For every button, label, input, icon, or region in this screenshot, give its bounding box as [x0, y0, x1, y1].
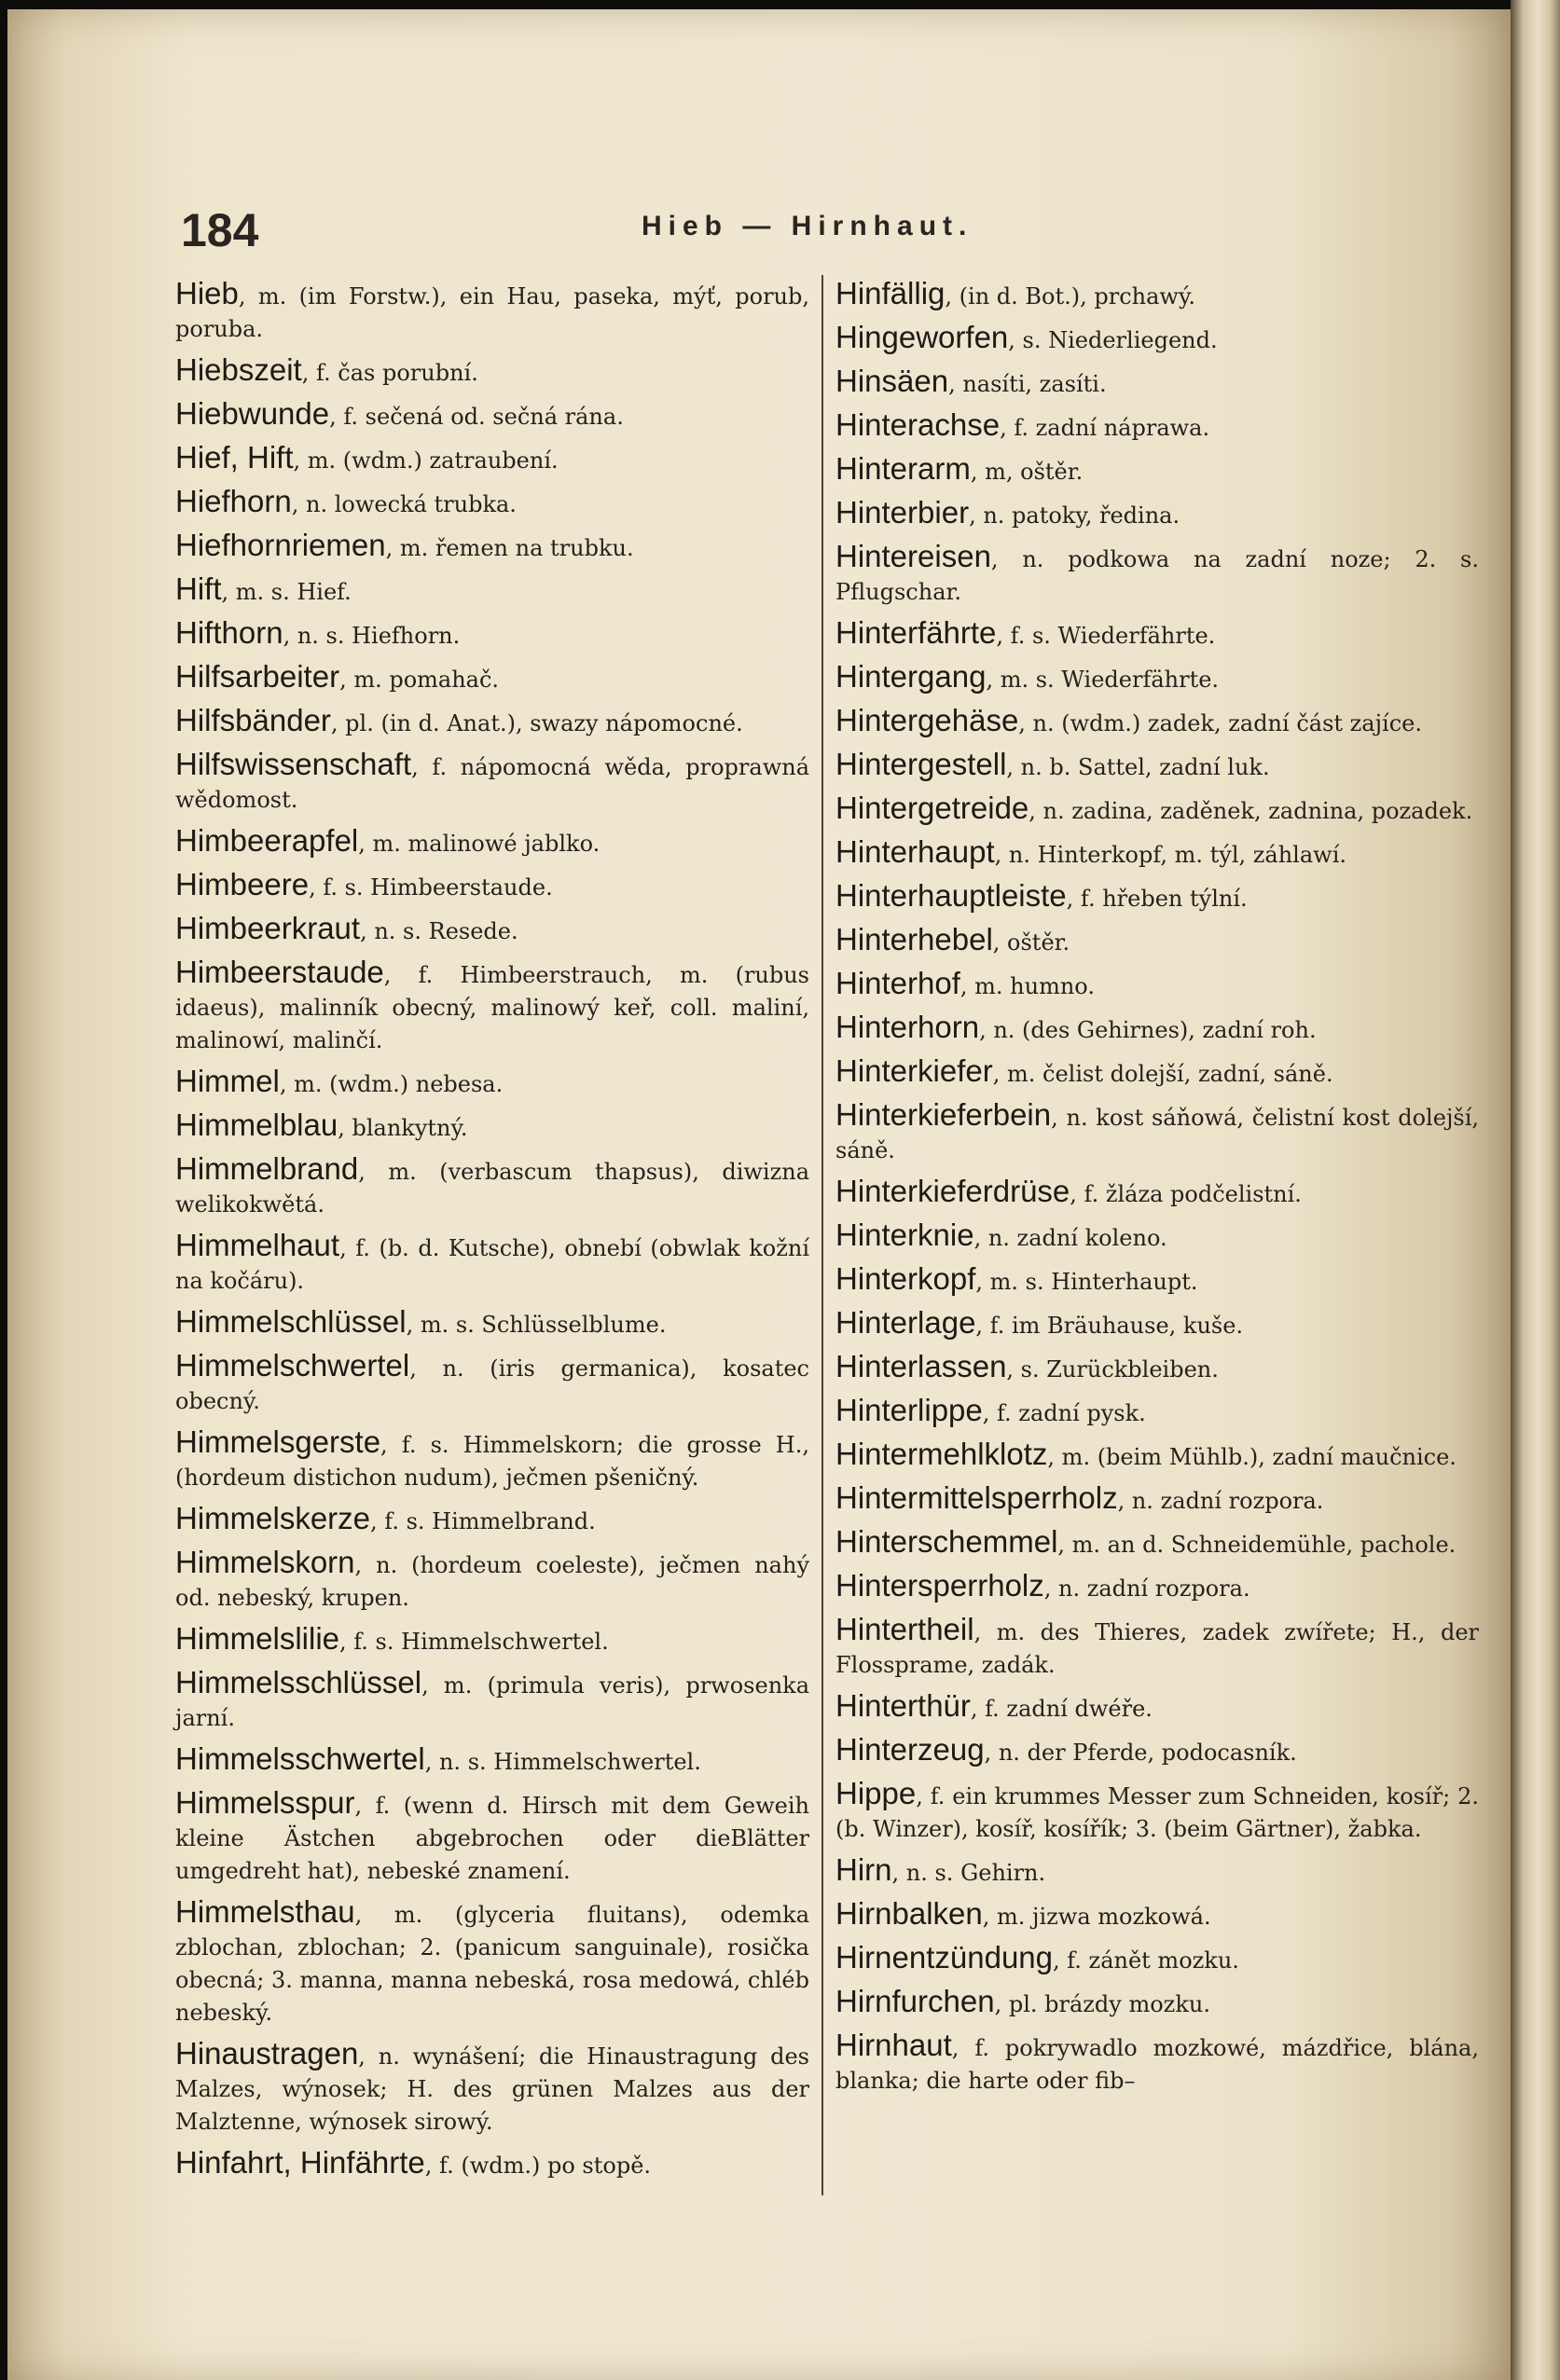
- entry-headword: Hinsäen: [835, 364, 949, 398]
- entry-definition: , m. pomahač.: [339, 667, 500, 693]
- dictionary-entry: [175, 1547, 809, 1616]
- dictionary-entry: [175, 869, 809, 905]
- entry-definition: , m. (glyceria fluitans), odemka zblochan, zblochan; 2. (panicum sanguinale), rosička obecná; 3. manna, manna nebeská, rosa medowá, chléb nebeský.: [175, 1902, 809, 2026]
- dictionary-entry: [835, 1351, 1479, 1387]
- entry-headword: Hinterbier: [835, 495, 970, 530]
- entry-headword: Hirnhaut: [835, 2028, 952, 2062]
- entry-headword: Hintereisen: [835, 539, 991, 573]
- entry-definition: , m. jizwa mozkowá.: [982, 1904, 1211, 1930]
- dictionary-entry: [175, 1306, 809, 1342]
- dictionary-entry: [835, 278, 1479, 314]
- entry-definition: , m, oštěr.: [970, 459, 1084, 485]
- dictionary-entry: [175, 1743, 809, 1780]
- dictionary-entry: [835, 661, 1479, 697]
- entry-definition: , blankytný.: [338, 1115, 468, 1141]
- entry-definition: , f. sečená od. sečná rána.: [329, 404, 624, 430]
- dictionary-entry: [175, 442, 809, 478]
- dictionary-entry: [175, 2147, 809, 2183]
- entry-headword: Hirnentzündung: [835, 1940, 1053, 1974]
- entry-headword: Hiebszeit: [175, 352, 302, 387]
- entry-definition: , f. zánět mozku.: [1053, 1947, 1239, 1974]
- dictionary-entry: [175, 825, 809, 861]
- dictionary-entry: [835, 541, 1479, 610]
- dictionary-entry: [175, 705, 809, 741]
- entry-definition: , s. Niederliegend.: [1008, 327, 1218, 353]
- dictionary-entry: [175, 1667, 809, 1736]
- entry-headword: Hinterhof: [835, 966, 960, 1000]
- entry-headword: Hilfsbänder: [175, 703, 331, 737]
- entry-definition: , n. s. Resede.: [360, 918, 518, 944]
- entry-definition: , f. s. Himmelskorn; die grosse H., (hordeum distichon nudum), ječmen pšeničný.: [175, 1432, 809, 1491]
- entry-headword: Himmelsschwertel: [175, 1741, 425, 1776]
- page-number: 184: [181, 204, 259, 256]
- entry-definition: , m. (primula veris), prwosenka jarní.: [175, 1672, 809, 1731]
- right-column: [835, 278, 1479, 2106]
- entry-headword: Hinterfährte: [835, 615, 997, 650]
- dictionary-entry: [835, 1898, 1479, 1934]
- entry-headword: Hinterthür: [835, 1688, 971, 1723]
- dictionary-entry: [175, 749, 809, 818]
- entry-definition: , n. (hordeum coeleste), ječmen nahý od. nebeský, krupen.: [175, 1552, 809, 1611]
- entry-definition: , f. s. Himmelbrand.: [370, 1508, 596, 1534]
- entry-headword: Hintergestell: [835, 747, 1007, 781]
- entry-definition: , m. (verbascum thapsus), diwizna welikokwětá.: [175, 1159, 809, 1218]
- dictionary-entry: [175, 913, 809, 949]
- entry-headword: Himmelsspur: [175, 1785, 355, 1820]
- dictionary-entry: [835, 409, 1479, 446]
- entry-definition: , f. zadní náprawa.: [1000, 415, 1210, 441]
- entry-headword: Hieb: [175, 276, 239, 310]
- dictionary-entry: [175, 1230, 809, 1299]
- entry-definition: , (in d. Bot.), prchawý.: [945, 283, 1195, 310]
- entry-headword: Hinterhebel: [835, 922, 993, 956]
- entry-definition: , f. im Bräuhause, kuše.: [975, 1313, 1244, 1339]
- entry-definition: , n. (wdm.) zadek, zadní část zajíce.: [1018, 710, 1422, 736]
- entry-definition: , f. pokrywadlo mozkowé, mázdřice, blána, blanka; die harte oder fib–: [835, 2035, 1479, 2094]
- entry-headword: Himbeerapfel: [175, 823, 359, 858]
- entry-definition: , m. čelist dolejší, zadní, sáně.: [992, 1061, 1333, 1087]
- dictionary-entry: [175, 278, 809, 347]
- entry-definition: , m. (wdm.) nebesa.: [279, 1071, 504, 1097]
- entry-definition: , pl. (in d. Anat.), swazy nápomocné.: [330, 710, 743, 736]
- entry-headword: Hintermittelsperrholz: [835, 1480, 1118, 1515]
- entry-definition: , m. (im Forstw.), ein Hau, paseka, mýť, porub, poruba.: [175, 283, 809, 342]
- entry-headword: Hinaustragen: [175, 2036, 359, 2070]
- entry-definition: , s. Zurückbleiben.: [1006, 1356, 1219, 1383]
- entry-definition: , n. s. Gehirn.: [891, 1860, 1046, 1886]
- entry-definition: , m. s. Hief.: [221, 579, 352, 605]
- dictionary-entry: [835, 1690, 1479, 1727]
- dictionary-entry: [835, 792, 1479, 829]
- entry-headword: Hintergetreide: [835, 791, 1029, 825]
- entry-definition: , n. (des Gehirnes), zadní roh.: [979, 1017, 1317, 1043]
- entry-definition: , f. Himbeerstrauch, m. (rubus idaeus), malinník obecný, malinowý keř, coll. maliní, malinowí, malinčí.: [175, 962, 809, 1053]
- entry-headword: Hirnfurchen: [835, 1984, 995, 2018]
- dictionary-entry: [835, 497, 1479, 533]
- entry-headword: Himbeerkraut: [175, 911, 361, 945]
- entry-headword: Hinterlage: [835, 1305, 976, 1340]
- dictionary-entry: [835, 2029, 1479, 2098]
- entry-headword: Hiefhornriemen: [175, 528, 386, 562]
- dictionary-entry: [175, 1787, 809, 1889]
- dictionary-entry: [835, 1854, 1479, 1891]
- dictionary-entry: [835, 924, 1479, 960]
- entry-definition: , f. žláza podčelistní.: [1070, 1181, 1302, 1207]
- entry-definition: , m. (beim Mühlb.), zadní maučnice.: [1047, 1444, 1456, 1470]
- dictionary-entry: [835, 1778, 1479, 1847]
- dictionary-entry: [835, 1011, 1479, 1048]
- dictionary-entry: [835, 880, 1479, 916]
- entry-headword: Himbeerstaude: [175, 955, 384, 989]
- dictionary-entry: [835, 1099, 1479, 1168]
- dictionary-entry: [835, 749, 1479, 785]
- dictionary-entry: [835, 1734, 1479, 1770]
- entry-headword: Hinterhorn: [835, 1010, 980, 1044]
- entry-headword: Hingeworfen: [835, 320, 1009, 354]
- dictionary-entry: [835, 1526, 1479, 1562]
- entry-headword: Hinterschemmel: [835, 1524, 1058, 1559]
- dictionary-entry: [835, 836, 1479, 873]
- entry-headword: Hinterkiefer: [835, 1053, 993, 1088]
- entry-headword: Hief, Hift: [175, 440, 294, 475]
- entry-definition: , n. zadní rozpora.: [1117, 1488, 1324, 1514]
- dictionary-entry: [835, 1942, 1479, 1978]
- entry-definition: , n. patoky, ředina.: [969, 502, 1180, 529]
- dictionary-entry: [835, 453, 1479, 489]
- dictionary-entry: [175, 573, 809, 610]
- entry-headword: Hintermehlklotz: [835, 1437, 1048, 1471]
- entry-definition: , f. hřeben týlní.: [1066, 886, 1248, 912]
- entry-definition: , m. an d. Schneidemühle, pachole.: [1057, 1532, 1456, 1558]
- entry-headword: Hippe: [835, 1776, 917, 1810]
- dictionary-entry: [835, 1307, 1479, 1343]
- entry-definition: , f. (b. d. Kutsche), obnebí (obwlak kožní na kočáru).: [175, 1235, 809, 1294]
- dictionary-entry: [835, 1614, 1479, 1683]
- entry-definition: , n. zadní koleno.: [973, 1225, 1167, 1251]
- dictionary-entry: [835, 1176, 1479, 1212]
- dictionary-entry: [175, 1503, 809, 1539]
- entry-definition: , f. s. Himbeerstaude.: [309, 874, 553, 901]
- dictionary-entry: [175, 661, 809, 697]
- running-head: Hieb — Hirnhaut.: [642, 211, 973, 241]
- entry-headword: Hiebwunde: [175, 396, 330, 431]
- entry-headword: Himmelblau: [175, 1107, 338, 1142]
- entry-headword: Hinterkopf: [835, 1261, 976, 1296]
- dictionary-entry: [835, 968, 1479, 1004]
- entry-headword: Himmelslilie: [175, 1621, 340, 1656]
- dictionary-entry: [835, 1219, 1479, 1256]
- entry-definition: , f. nápomocná wěda, proprawná wědomost.: [175, 754, 809, 813]
- entry-headword: Hilfsarbeiter: [175, 659, 340, 694]
- dictionary-entry: [175, 956, 809, 1058]
- entry-definition: , m. řemen na trubku.: [385, 535, 634, 561]
- entry-definition: , n. zadina, zaděnek, zadnina, pozadek.: [1028, 798, 1473, 824]
- entry-headword: Hifthorn: [175, 615, 283, 650]
- entry-definition: , m. s. Schlüsselblume.: [406, 1312, 667, 1338]
- entry-definition: , f. s. Himmelschwertel.: [339, 1629, 609, 1655]
- dictionary-entry: [175, 1109, 809, 1146]
- dictionary-entry: [175, 1066, 809, 1102]
- dictionary-entry: [835, 1438, 1479, 1475]
- entry-headword: Hilfswissenschaft: [175, 747, 412, 781]
- entry-headword: Hinterkieferdrüse: [835, 1174, 1070, 1208]
- dictionary-entry: [835, 1482, 1479, 1519]
- entry-headword: Hinterarm: [835, 451, 971, 486]
- dictionary-entry: [175, 1153, 809, 1222]
- entry-headword: Hintergehäse: [835, 703, 1019, 737]
- entry-headword: Himmelschwertel: [175, 1348, 410, 1383]
- entry-headword: Hift: [175, 571, 222, 606]
- dictionary-entry: [835, 1986, 1479, 2022]
- entry-headword: Himmelbrand: [175, 1151, 359, 1186]
- dictionary-entry: [175, 530, 809, 566]
- entry-headword: Himmelsschlüssel: [175, 1665, 422, 1699]
- entry-headword: Hinterkieferbein: [835, 1097, 1052, 1132]
- entry-definition: , f. čas porubní.: [301, 360, 478, 386]
- entry-headword: Himmelschlüssel: [175, 1304, 407, 1339]
- entry-headword: Hinterlassen: [835, 1349, 1007, 1383]
- entry-headword: Himmelskerze: [175, 1501, 371, 1535]
- entry-definition: , m. des Thieres, zadek zwířete; H., der Flossprame, zadák.: [835, 1619, 1479, 1678]
- dictionary-entry: [175, 1426, 809, 1495]
- entry-definition: , nasíti, zasíti.: [948, 371, 1107, 397]
- entry-definition: , m. s. Hinterhaupt.: [975, 1269, 1198, 1295]
- dictionary-entry: [835, 1263, 1479, 1300]
- entry-headword: Hinterhaupt: [835, 834, 995, 869]
- entry-headword: Hinfahrt, Hinfährte: [175, 2145, 425, 2180]
- dictionary-entry: [835, 1055, 1479, 1092]
- entry-definition: , n. der Pferde, podocasník.: [984, 1740, 1297, 1766]
- dictionary-entry: [175, 2038, 809, 2139]
- entry-definition: , f. s. Wiederfährte.: [996, 623, 1216, 649]
- entry-definition: , n. s. Hiefhorn.: [283, 623, 461, 649]
- dictionary-entry: [175, 354, 809, 391]
- dictionary-entry: [835, 617, 1479, 653]
- dictionary-entry: [175, 1350, 809, 1419]
- entry-headword: Hinfällig: [835, 276, 946, 310]
- entry-headword: Himmelhaut: [175, 1228, 340, 1262]
- entry-headword: Himmelskorn: [175, 1545, 355, 1579]
- entry-definition: , m. malinowé jablko.: [358, 831, 601, 857]
- entry-definition: , n. podkowa na zadní noze; 2. s. Pflugschar.: [835, 546, 1479, 605]
- entry-definition: , m. humno.: [959, 973, 1095, 999]
- dictionary-entry: [175, 486, 809, 522]
- entry-definition: , f. (wenn d. Hirsch mit dem Geweih kleine Ästchen abgebrochen oder dieBlätter umgedreht hat), nebeské znamení.: [175, 1793, 809, 1884]
- entry-definition: , n. s. Himmelschwertel.: [424, 1749, 701, 1775]
- dictionary-entry: [175, 1623, 809, 1659]
- entry-definition: , f. zadní pysk.: [982, 1400, 1146, 1426]
- entry-definition: , n. Hinterkopf, m. týl, záhlawí.: [994, 842, 1346, 868]
- entry-headword: Hinterknie: [835, 1218, 974, 1252]
- entry-headword: Hirn: [835, 1852, 892, 1887]
- dictionary-entry: [835, 1570, 1479, 1606]
- entry-definition: , m. (wdm.) zatraubení.: [293, 447, 559, 474]
- entry-definition: , oštěr.: [992, 929, 1070, 956]
- page-header: [166, 194, 1481, 259]
- entry-definition: , n. zadní rozpora.: [1043, 1575, 1250, 1602]
- book-spine: [1511, 0, 1560, 2380]
- left-column: [175, 278, 809, 2191]
- entry-headword: Himmel: [175, 1064, 280, 1098]
- entry-headword: Himmelsgerste: [175, 1424, 381, 1459]
- dictionary-entry: [835, 705, 1479, 741]
- dictionary-entry: [175, 398, 809, 434]
- entry-headword: Himbeere: [175, 867, 310, 901]
- dictionary-entry: [835, 1395, 1479, 1431]
- entry-definition: , n. kost sáňowá, čelistní kost dolejší, sáně.: [835, 1105, 1479, 1163]
- dictionary-entry: [835, 365, 1479, 402]
- dictionary-entry: [175, 1896, 809, 2030]
- entry-definition: , n. lowecká trubka.: [291, 491, 517, 517]
- dictionary-entry: [175, 617, 809, 653]
- entry-definition: , f. (wdm.) po stopě.: [424, 2153, 652, 2179]
- entry-definition: , n. wynášení; die Hinaustragung des Malzes, wýnosek; H. des grünen Malzes aus der Malztenne, wýnosek sirowý.: [175, 2043, 809, 2135]
- entry-headword: Hiefhorn: [175, 484, 292, 518]
- entry-headword: Hintergang: [835, 659, 987, 694]
- entry-headword: Hirnbalken: [835, 1896, 983, 1931]
- entry-headword: Hintertheil: [835, 1612, 974, 1646]
- entry-headword: Hintersperrholz: [835, 1568, 1044, 1603]
- dictionary-entry: [835, 322, 1479, 358]
- entry-headword: Hinterachse: [835, 407, 1001, 442]
- entry-definition: , pl. brázdy mozku.: [994, 1991, 1210, 2017]
- entry-definition: , n. b. Sattel, zadní luk.: [1006, 754, 1270, 780]
- entry-definition: , f. zadní dwéře.: [970, 1696, 1153, 1722]
- entry-headword: Himmelsthau: [175, 1894, 355, 1929]
- column-divider: [821, 275, 823, 2195]
- entry-definition: , n. (iris germanica), kosatec obecný.: [175, 1355, 809, 1414]
- entry-headword: Hinterhauptleiste: [835, 878, 1067, 913]
- entry-definition: , m. s. Wiederfährte.: [986, 667, 1220, 693]
- entry-headword: Hinterlippe: [835, 1393, 983, 1427]
- entry-definition: , f. ein krummes Messer zum Schneiden, kosíř; 2. (b. Winzer), kosíř, kosířík; 3. (beim Gärtner), žabka.: [835, 1783, 1479, 1842]
- entry-headword: Hinterzeug: [835, 1732, 985, 1767]
